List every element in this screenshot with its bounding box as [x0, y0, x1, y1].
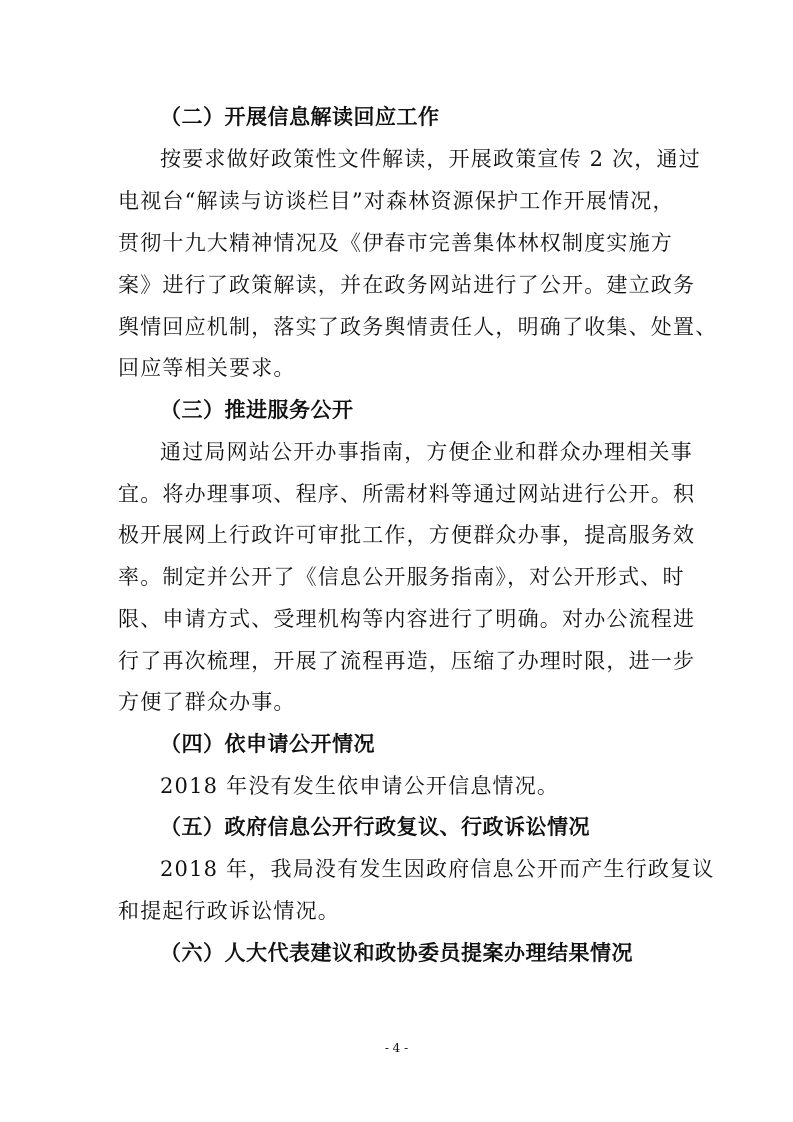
paragraph-line: 和提起行政诉讼情况。 [118, 899, 340, 923]
section-heading-3: （三）推进服务公开 [160, 398, 354, 422]
section-heading-2: （二）开展信息解读回应工作 [160, 105, 440, 129]
section-heading-6: （六）人大代表建议和政协委员提案办理结果情况 [160, 941, 633, 965]
paragraph-line: 行了再次梳理，开展了流程再造，压缩了办理时限，进一步 [118, 649, 696, 673]
page-number: - 4 - [384, 1041, 409, 1055]
paragraph-line: 案》进行了政策解读，并在政务网站进行了公开。建立政务 [118, 273, 696, 297]
paragraph-line: 回应等相关要求。 [118, 356, 296, 380]
paragraph-line: 舆情回应机制，落实了政务舆情责任人，明确了收集、处置、 [118, 315, 718, 339]
paragraph-line: 率。制定并公开了《信息公开服务指南》，对公开形式、时 [118, 565, 685, 589]
section-heading-5: （五）政府信息公开行政复议、行政诉讼情况 [160, 815, 590, 839]
paragraph-line: 2018 年没有发生依申请公开信息情况。 [160, 774, 560, 798]
section-heading-4: （四）依申请公开情况 [160, 732, 375, 756]
paragraph-line: 极开展网上行政许可审批工作，方便群众办事，提高服务效 [118, 523, 696, 547]
paragraph-line: 方便了群众办事。 [118, 690, 296, 714]
paragraph-line: 宜。将办理事项、程序、所需材料等通过网站进行公开。积 [118, 482, 696, 506]
paragraph-line: 2018 年，我局没有发生因政府信息公开而产生行政复议 [160, 857, 715, 881]
paragraph-line: 通过局网站公开办事指南，方便企业和群众办理相关事 [160, 440, 693, 464]
paragraph-line: 限、申请方式、受理机构等内容进行了明确。对办公流程进 [118, 607, 696, 631]
paragraph-line: 贯彻十九大精神情况及《伊春市完善集体林权制度实施方 [118, 231, 673, 255]
paragraph-line: 电视台“解读与访谈栏目”对森林资源保护工作开展情况， [118, 189, 675, 213]
paragraph-line: 按要求做好政策性文件解读，开展政策宣传 2 次，通过 [160, 147, 701, 171]
